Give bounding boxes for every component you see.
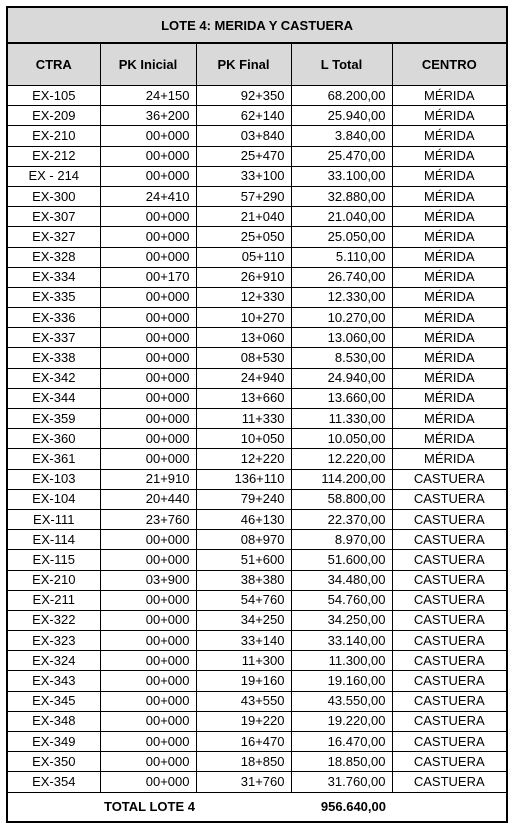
cell-pk-final: 46+130 — [196, 509, 291, 529]
cell-l-total: 34.250,00 — [291, 610, 392, 630]
cell-pk-inicial: 00+000 — [100, 550, 196, 570]
cell-centro: MÉRIDA — [392, 388, 507, 408]
cell-l-total: 51.600,00 — [291, 550, 392, 570]
cell-pk-final: 25+470 — [196, 146, 291, 166]
cell-pk-inicial: 23+760 — [100, 509, 196, 529]
table-row — [7, 368, 507, 388]
cell-l-total: 33.140,00 — [291, 631, 392, 651]
cell-l-total: 11.330,00 — [291, 409, 392, 429]
cell-ctra: EX-350 — [7, 752, 100, 772]
cell-pk-inicial: 24+150 — [100, 86, 196, 106]
cell-l-total: 25.470,00 — [291, 146, 392, 166]
cell-ctra: EX-105 — [7, 86, 100, 106]
table-row — [7, 146, 507, 166]
cell-centro: CASTUERA — [392, 772, 507, 792]
cell-pk-inicial: 00+000 — [100, 671, 196, 691]
cell-centro: CASTUERA — [392, 469, 507, 489]
cell-centro: MÉRIDA — [392, 86, 507, 106]
cell-ctra: EX-210 — [7, 570, 100, 590]
cell-pk-inicial: 00+000 — [100, 126, 196, 146]
cell-centro: MÉRIDA — [392, 247, 507, 267]
cell-pk-inicial: 00+000 — [100, 146, 196, 166]
table-row — [7, 610, 507, 630]
cell-pk-final: 05+110 — [196, 247, 291, 267]
cell-pk-inicial: 00+000 — [100, 429, 196, 449]
table-row — [7, 449, 507, 469]
cell-ctra: EX-322 — [7, 610, 100, 630]
table-title: LOTE 4: MERIDA Y CASTUERA — [7, 7, 507, 43]
table-row — [7, 186, 507, 206]
table-row — [7, 287, 507, 307]
table-row — [7, 570, 507, 590]
cell-pk-inicial: 00+000 — [100, 166, 196, 186]
cell-centro: MÉRIDA — [392, 106, 507, 126]
cell-pk-inicial: 00+000 — [100, 631, 196, 651]
cell-ctra: EX-360 — [7, 429, 100, 449]
cell-pk-inicial: 00+170 — [100, 267, 196, 287]
cell-centro: MÉRIDA — [392, 328, 507, 348]
cell-centro: MÉRIDA — [392, 348, 507, 368]
table-row — [7, 429, 507, 449]
cell-ctra: EX-344 — [7, 388, 100, 408]
total-row — [7, 792, 507, 822]
cell-centro: CASTUERA — [392, 590, 507, 610]
cell-pk-final: 54+760 — [196, 590, 291, 610]
cell-ctra: EX-307 — [7, 207, 100, 227]
cell-centro: MÉRIDA — [392, 146, 507, 166]
cell-centro: CASTUERA — [392, 752, 507, 772]
cell-centro: CASTUERA — [392, 711, 507, 731]
cell-l-total: 26.740,00 — [291, 267, 392, 287]
cell-pk-final: 43+550 — [196, 691, 291, 711]
cell-l-total: 12.330,00 — [291, 287, 392, 307]
cell-centro: MÉRIDA — [392, 186, 507, 206]
cell-ctra: EX-359 — [7, 409, 100, 429]
table-row — [7, 651, 507, 671]
cell-centro: MÉRIDA — [392, 368, 507, 388]
cell-ctra: EX-327 — [7, 227, 100, 247]
cell-pk-inicial: 00+000 — [100, 610, 196, 630]
cell-ctra: EX-323 — [7, 631, 100, 651]
cell-pk-inicial: 00+000 — [100, 207, 196, 227]
cell-pk-final: 57+290 — [196, 186, 291, 206]
table-row — [7, 267, 507, 287]
table-row — [7, 550, 507, 570]
cell-pk-final: 34+250 — [196, 610, 291, 630]
table-row — [7, 671, 507, 691]
cell-l-total: 54.760,00 — [291, 590, 392, 610]
cell-l-total: 114.200,00 — [291, 469, 392, 489]
table-row — [7, 86, 507, 106]
cell-l-total: 19.220,00 — [291, 711, 392, 731]
cell-pk-final: 10+050 — [196, 429, 291, 449]
cell-l-total: 25.940,00 — [291, 106, 392, 126]
cell-pk-final: 16+470 — [196, 732, 291, 752]
table-row — [7, 227, 507, 247]
cell-pk-inicial: 00+000 — [100, 287, 196, 307]
cell-ctra: EX - 214 — [7, 166, 100, 186]
cell-pk-inicial: 00+000 — [100, 368, 196, 388]
cell-ctra: EX-334 — [7, 267, 100, 287]
cell-pk-final: 08+970 — [196, 530, 291, 550]
table-row — [7, 166, 507, 186]
table-row — [7, 409, 507, 429]
cell-pk-inicial: 00+000 — [100, 328, 196, 348]
cell-ctra: EX-115 — [7, 550, 100, 570]
cell-pk-final: 92+350 — [196, 86, 291, 106]
cell-l-total: 13.660,00 — [291, 388, 392, 408]
total-label: TOTAL LOTE 4 — [7, 792, 291, 822]
cell-pk-final: 10+270 — [196, 308, 291, 328]
cell-l-total: 8.970,00 — [291, 530, 392, 550]
cell-ctra: EX-361 — [7, 449, 100, 469]
cell-ctra: EX-345 — [7, 691, 100, 711]
cell-l-total: 19.160,00 — [291, 671, 392, 691]
cell-centro: MÉRIDA — [392, 126, 507, 146]
cell-ctra: EX-342 — [7, 368, 100, 388]
cell-pk-final: 24+940 — [196, 368, 291, 388]
cell-centro: CASTUERA — [392, 489, 507, 509]
cell-ctra: EX-338 — [7, 348, 100, 368]
cell-pk-inicial: 00+000 — [100, 530, 196, 550]
table-row — [7, 530, 507, 550]
cell-l-total: 32.880,00 — [291, 186, 392, 206]
table-row — [7, 469, 507, 489]
cell-ctra: EX-300 — [7, 186, 100, 206]
column-header-pk-final: PK Final — [196, 43, 291, 86]
cell-centro: CASTUERA — [392, 671, 507, 691]
table-row — [7, 106, 507, 126]
cell-pk-final: 13+060 — [196, 328, 291, 348]
column-header-pk-inicial: PK Inicial — [100, 43, 196, 86]
cell-ctra: EX-328 — [7, 247, 100, 267]
cell-pk-inicial: 00+000 — [100, 409, 196, 429]
cell-pk-inicial: 00+000 — [100, 732, 196, 752]
column-header-row — [7, 43, 507, 86]
column-header-ctra: CTRA — [7, 43, 100, 86]
cell-l-total: 31.760,00 — [291, 772, 392, 792]
table-row — [7, 752, 507, 772]
cell-pk-final: 26+910 — [196, 267, 291, 287]
cell-l-total: 34.480,00 — [291, 570, 392, 590]
cell-pk-inicial: 00+000 — [100, 247, 196, 267]
cell-pk-final: 19+220 — [196, 711, 291, 731]
cell-l-total: 25.050,00 — [291, 227, 392, 247]
cell-centro: MÉRIDA — [392, 449, 507, 469]
cell-ctra: EX-336 — [7, 308, 100, 328]
cell-pk-final: 18+850 — [196, 752, 291, 772]
cell-centro: MÉRIDA — [392, 227, 507, 247]
cell-ctra: EX-354 — [7, 772, 100, 792]
cell-pk-final: 25+050 — [196, 227, 291, 247]
cell-ctra: EX-104 — [7, 489, 100, 509]
table-body — [7, 86, 507, 793]
total-empty-cell — [392, 792, 507, 822]
table-row — [7, 126, 507, 146]
cell-ctra: EX-211 — [7, 590, 100, 610]
cell-l-total: 10.050,00 — [291, 429, 392, 449]
cell-pk-inicial: 03+900 — [100, 570, 196, 590]
cell-pk-final: 33+100 — [196, 166, 291, 186]
cell-pk-final: 08+530 — [196, 348, 291, 368]
table-row — [7, 711, 507, 731]
cell-pk-final: 51+600 — [196, 550, 291, 570]
cell-l-total: 58.800,00 — [291, 489, 392, 509]
cell-ctra: EX-114 — [7, 530, 100, 550]
cell-pk-final: 62+140 — [196, 106, 291, 126]
cell-l-total: 5.110,00 — [291, 247, 392, 267]
cell-centro: MÉRIDA — [392, 409, 507, 429]
cell-l-total: 22.370,00 — [291, 509, 392, 529]
column-header-l-total: L Total — [291, 43, 392, 86]
cell-pk-inicial: 24+410 — [100, 186, 196, 206]
cell-l-total: 21.040,00 — [291, 207, 392, 227]
cell-l-total: 13.060,00 — [291, 328, 392, 348]
cell-centro: CASTUERA — [392, 550, 507, 570]
table-row — [7, 247, 507, 267]
cell-pk-final: 03+840 — [196, 126, 291, 146]
table-row — [7, 732, 507, 752]
cell-pk-inicial: 00+000 — [100, 227, 196, 247]
cell-pk-final: 13+660 — [196, 388, 291, 408]
table-row — [7, 308, 507, 328]
cell-l-total: 3.840,00 — [291, 126, 392, 146]
cell-ctra: EX-348 — [7, 711, 100, 731]
cell-pk-inicial: 21+910 — [100, 469, 196, 489]
table-row — [7, 328, 507, 348]
cell-l-total: 24.940,00 — [291, 368, 392, 388]
cell-l-total: 33.100,00 — [291, 166, 392, 186]
cell-ctra: EX-111 — [7, 509, 100, 529]
cell-ctra: EX-349 — [7, 732, 100, 752]
lote-table — [6, 6, 508, 823]
cell-centro: MÉRIDA — [392, 287, 507, 307]
cell-centro: MÉRIDA — [392, 429, 507, 449]
cell-centro: CASTUERA — [392, 509, 507, 529]
cell-centro: CASTUERA — [392, 610, 507, 630]
cell-pk-inicial: 00+000 — [100, 691, 196, 711]
lote-table-container — [6, 6, 506, 823]
cell-pk-inicial: 00+000 — [100, 772, 196, 792]
cell-l-total: 10.270,00 — [291, 308, 392, 328]
cell-centro: MÉRIDA — [392, 267, 507, 287]
table-row — [7, 489, 507, 509]
table-row — [7, 348, 507, 368]
table-row — [7, 631, 507, 651]
cell-ctra: EX-103 — [7, 469, 100, 489]
cell-pk-final: 11+300 — [196, 651, 291, 671]
cell-pk-inicial: 00+000 — [100, 388, 196, 408]
table-title-row — [7, 7, 507, 43]
cell-pk-final: 31+760 — [196, 772, 291, 792]
cell-ctra: EX-212 — [7, 146, 100, 166]
cell-centro: CASTUERA — [392, 691, 507, 711]
cell-l-total: 8.530,00 — [291, 348, 392, 368]
cell-l-total: 43.550,00 — [291, 691, 392, 711]
cell-centro: MÉRIDA — [392, 207, 507, 227]
cell-ctra: EX-324 — [7, 651, 100, 671]
cell-centro: CASTUERA — [392, 732, 507, 752]
cell-pk-final: 21+040 — [196, 207, 291, 227]
cell-centro: CASTUERA — [392, 631, 507, 651]
cell-ctra: EX-337 — [7, 328, 100, 348]
cell-pk-inicial: 20+440 — [100, 489, 196, 509]
cell-pk-inicial: 00+000 — [100, 308, 196, 328]
cell-l-total: 18.850,00 — [291, 752, 392, 772]
column-header-centro: CENTRO — [392, 43, 507, 86]
cell-pk-inicial: 00+000 — [100, 348, 196, 368]
table-row — [7, 388, 507, 408]
table-row — [7, 590, 507, 610]
cell-pk-inicial: 00+000 — [100, 651, 196, 671]
cell-ctra: EX-343 — [7, 671, 100, 691]
cell-pk-final: 136+110 — [196, 469, 291, 489]
table-row — [7, 691, 507, 711]
cell-pk-inicial: 36+200 — [100, 106, 196, 126]
cell-pk-final: 11+330 — [196, 409, 291, 429]
cell-pk-final: 12+220 — [196, 449, 291, 469]
cell-pk-final: 79+240 — [196, 489, 291, 509]
cell-pk-inicial: 00+000 — [100, 449, 196, 469]
table-row — [7, 772, 507, 792]
cell-l-total: 16.470,00 — [291, 732, 392, 752]
cell-l-total: 68.200,00 — [291, 86, 392, 106]
cell-pk-final: 19+160 — [196, 671, 291, 691]
cell-pk-inicial: 00+000 — [100, 590, 196, 610]
cell-ctra: EX-209 — [7, 106, 100, 126]
cell-ctra: EX-335 — [7, 287, 100, 307]
cell-centro: CASTUERA — [392, 530, 507, 550]
table-row — [7, 207, 507, 227]
cell-pk-final: 33+140 — [196, 631, 291, 651]
cell-pk-inicial: 00+000 — [100, 711, 196, 731]
cell-centro: MÉRIDA — [392, 308, 507, 328]
total-value: 956.640,00 — [291, 792, 392, 822]
table-row — [7, 509, 507, 529]
cell-centro: CASTUERA — [392, 570, 507, 590]
cell-ctra: EX-210 — [7, 126, 100, 146]
cell-pk-inicial: 00+000 — [100, 752, 196, 772]
cell-l-total: 11.300,00 — [291, 651, 392, 671]
cell-pk-final: 12+330 — [196, 287, 291, 307]
cell-centro: MÉRIDA — [392, 166, 507, 186]
cell-centro: CASTUERA — [392, 651, 507, 671]
cell-pk-final: 38+380 — [196, 570, 291, 590]
cell-l-total: 12.220,00 — [291, 449, 392, 469]
